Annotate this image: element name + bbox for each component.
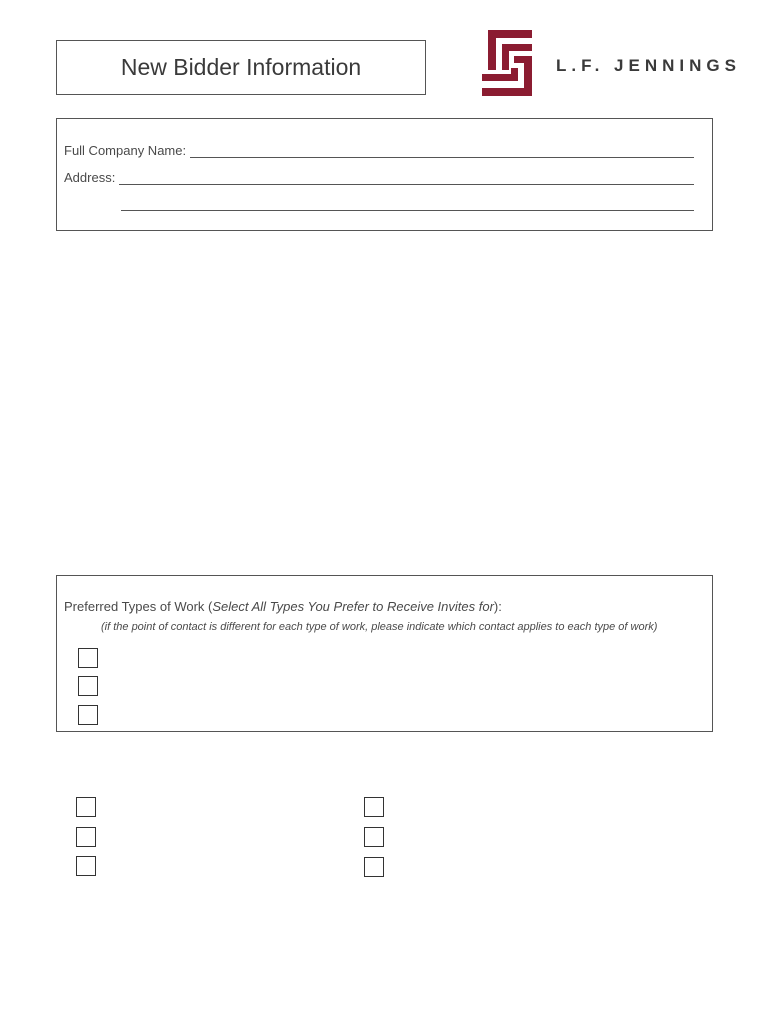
work-types-title-prefix: Preferred Types of Work ( — [64, 599, 213, 614]
bottom-left-checkbox-1[interactable] — [76, 797, 96, 817]
address-label: Address: — [64, 170, 116, 185]
work-types-note: (if the point of contact is different for each type of work, please indicate which contact applies to each type of work) — [101, 621, 658, 633]
company-name-row — [64, 143, 694, 158]
address-row-2 — [121, 197, 694, 211]
page-title: New Bidder Information — [56, 40, 426, 95]
bottom-left-checkbox-3[interactable] — [76, 856, 96, 876]
work-type-checkbox-3[interactable] — [78, 705, 98, 725]
bottom-left-checkbox-2[interactable] — [76, 827, 96, 847]
address-row — [64, 170, 694, 185]
work-types-title-suffix: ): — [493, 599, 502, 614]
bottom-right-checkbox-2[interactable] — [364, 827, 384, 847]
company-info-section — [56, 118, 713, 231]
work-types-section — [56, 575, 713, 732]
work-type-checkbox-2[interactable] — [78, 676, 98, 696]
company-name-field[interactable] — [190, 144, 694, 158]
address-field-line-1[interactable] — [119, 171, 694, 185]
bottom-right-checkbox-3[interactable] — [364, 857, 384, 877]
company-name-label: Full Company Name: — [64, 143, 187, 158]
work-types-title-emphasis: Select All Types You Prefer to Receive Invites for — [212, 599, 494, 614]
brand-name: L.F. JENNINGS — [556, 56, 741, 75]
work-types-title — [64, 599, 502, 614]
work-type-checkbox-1[interactable] — [78, 648, 98, 668]
address-field-line-2[interactable] — [121, 197, 694, 211]
lf-jennings-logo — [480, 28, 540, 98]
bottom-right-checkbox-1[interactable] — [364, 797, 384, 817]
